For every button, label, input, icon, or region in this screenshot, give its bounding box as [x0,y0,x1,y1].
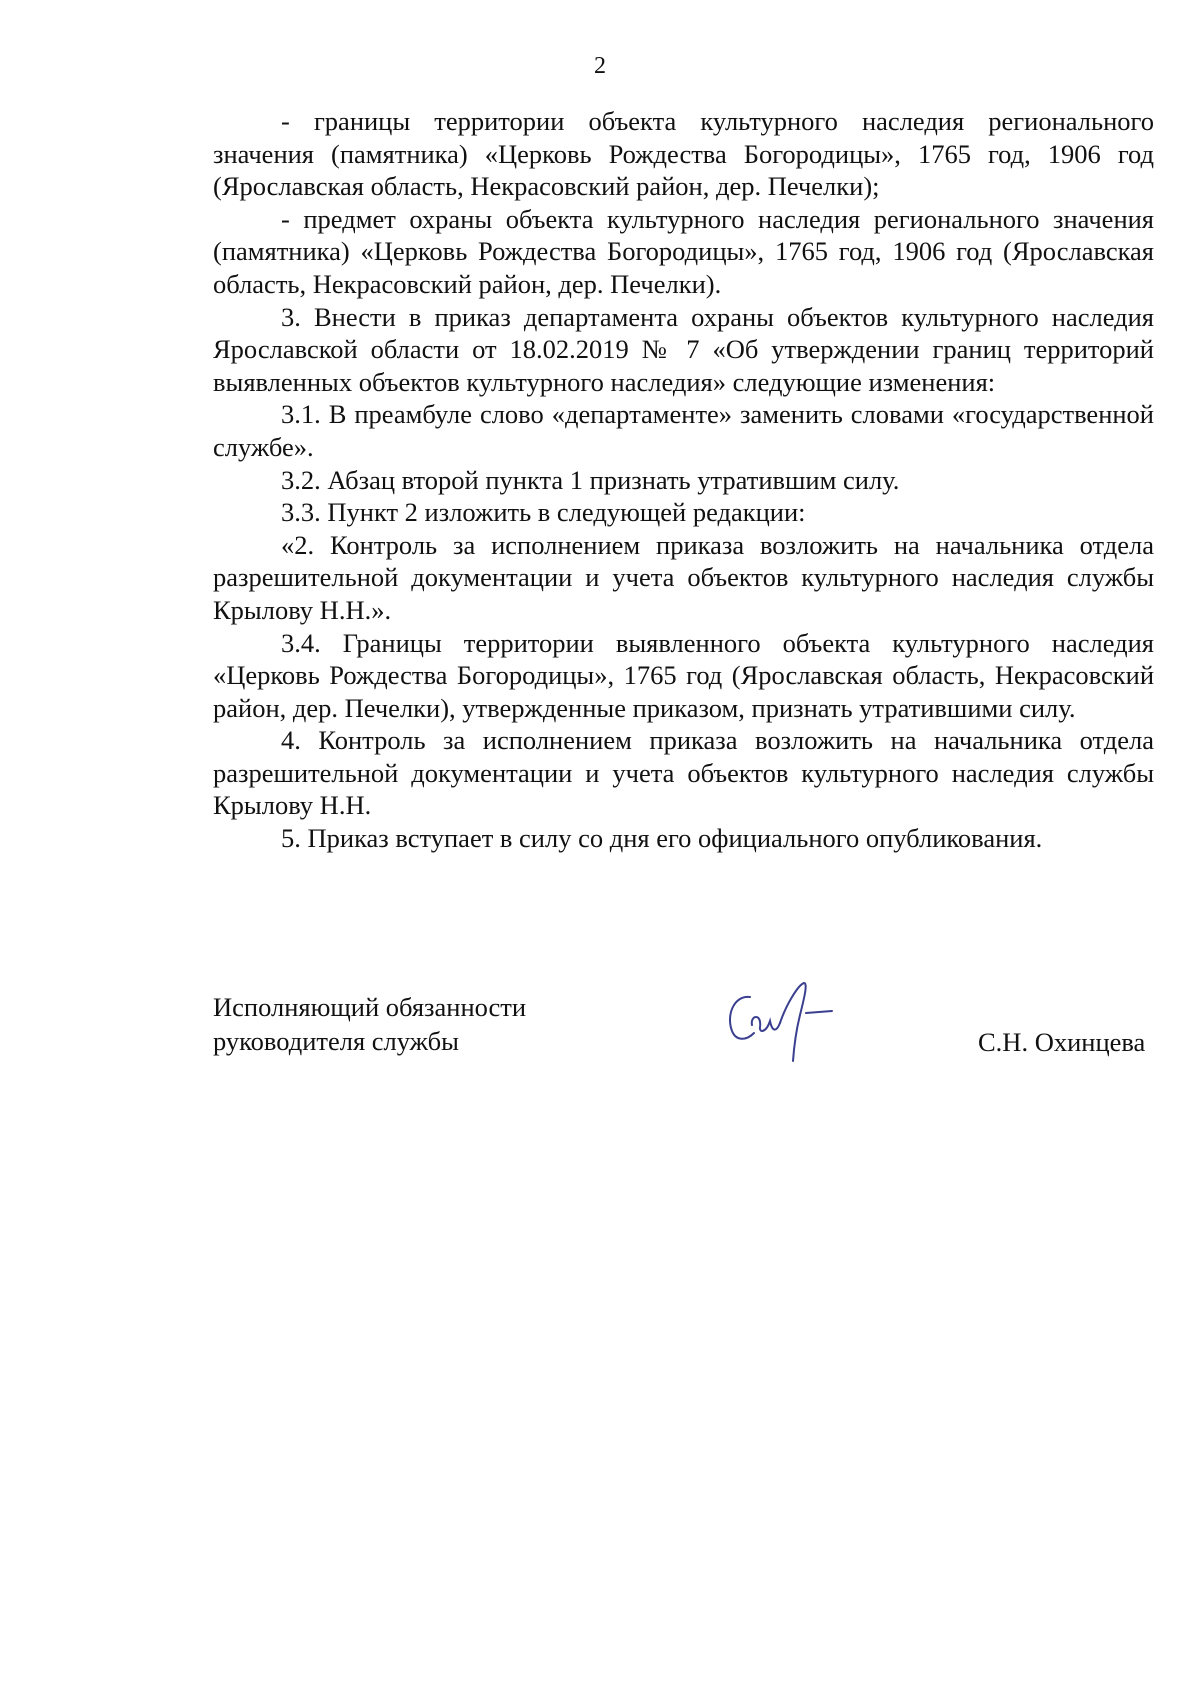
signatory-title [213,990,526,1058]
paragraph-territory-boundaries: - границы территории объекта культурного наследия регионального значения (памятника) «Церковь Рождества Богородицы», 1765 год, 1906 год (Ярославская область, Некрасовский район, дер. Печелки); [213,106,1154,202]
document-body [213,105,1154,855]
paragraph-item-4: 4. Контроль за исполнением приказа возложить на начальника отдела разрешительной документации и учета объектов культурного наследия службы Крылову Н.Н. [213,725,1154,821]
paragraph-item-3-3-quote: «2. Контроль за исполнением приказа возложить на начальника отдела разрешительной документации и учета объектов культурного наследия службы Крылову Н.Н.». [213,529,1154,625]
paragraph-protection-subject: - предмет охраны объекта культурного наследия регионального значения (памятника) «Церковь Рождества Богородицы», 1765 год, 1906 год (Ярославская область, Некрасовский район, дер. Печелки). [213,203,1154,299]
signatory-title-line2: руководителя службы [213,1026,459,1056]
paragraph-item-3-3: 3.3. Пункт 2 изложить в следующей редакции: [281,497,806,528]
paragraph-item-5: 5. Приказ вступает в силу со дня его официального опубликования. [281,823,1043,854]
page-number: 2 [594,53,606,79]
paragraph-item-3-1: 3.1. В преамбуле слово «департаменте» заменить словами «государственной службе». [213,399,1154,462]
handwritten-signature [720,975,870,1065]
paragraph-item-3-4: 3.4. Границы территории выявленного объекта культурного наследия «Церковь Рождества Богородицы», 1765 год (Ярославская область, Некрасовский район, дер. Печелки), утвержденные приказом, признать утратившими силу. [213,627,1154,723]
paragraph-item-3: 3. Внести в приказ департамента охраны объектов культурного наследия Ярославской области от 18.02.2019 № 7 «Об утверждении границ территорий выявленных объектов культурного наследия» следующие изменения: [213,301,1154,397]
paragraph-item-3-2: 3.2. Абзац второй пункта 1 признать утратившим силу. [281,464,900,495]
signatory-name: С.Н. Охинцева [978,1027,1146,1057]
signatory-title-line1: Исполняющий обязанности [213,992,527,1022]
